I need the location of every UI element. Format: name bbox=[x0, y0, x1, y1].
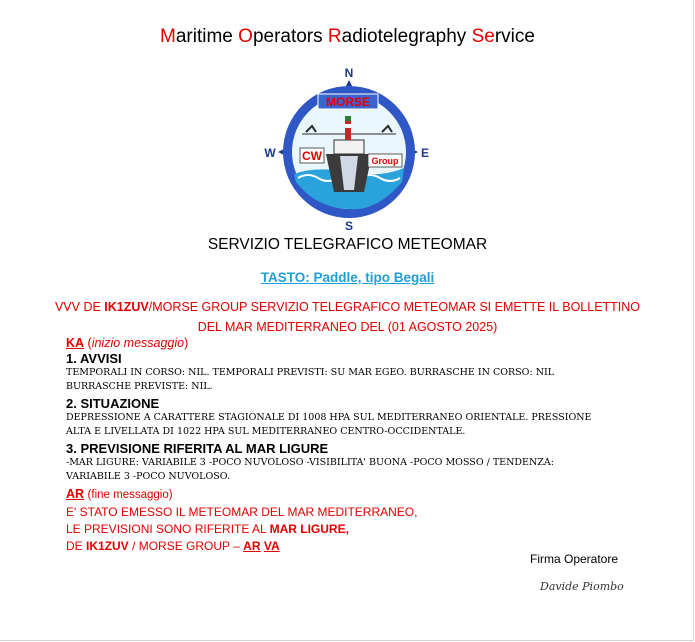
section-text: -MAR LIGURE: VARIABILE 3 -POCO NUVOLOSO -VISIBILITA' BUONA -POCO MOSSO / TENDENZA: VARIABILE 3 -POCO NUVOLOSO. bbox=[66, 457, 554, 482]
ar-note: fine messaggio bbox=[91, 489, 169, 501]
title-rest: aritime bbox=[175, 26, 239, 47]
title-rest: perators bbox=[252, 26, 328, 47]
closing-text bbox=[66, 504, 646, 555]
service-subtitle: SERVIZIO TELEGRAFICO METEOMAR bbox=[207, 236, 488, 253]
group-label: Group bbox=[371, 156, 399, 166]
signature: Davide Piombo bbox=[540, 580, 624, 593]
compass-n: N bbox=[344, 66, 354, 80]
ship-bridge bbox=[334, 140, 364, 154]
bulletin-body bbox=[66, 335, 646, 555]
va-code: VA bbox=[263, 539, 280, 553]
ka-note: inizio messaggio bbox=[91, 336, 185, 350]
section-heading: 3. PREVISIONE RIFERITA AL MAR LIGURE bbox=[66, 441, 329, 456]
ka-line: KA (inizio messaggio) bbox=[66, 336, 189, 350]
ka-code: KA bbox=[66, 336, 85, 350]
title-rest: adiotelegraphy bbox=[341, 26, 472, 47]
intro-line-1: VVV DE IK1ZUV/MORSE GROUP SERVIZIO TELEGRAFICO METEOMAR SI EMETTE IL BOLLETTINO bbox=[54, 300, 641, 314]
callsign: IK1ZUV bbox=[86, 539, 129, 553]
firma-label: Firma Operatore bbox=[530, 552, 619, 566]
title-rest: rvice bbox=[494, 26, 535, 47]
intro-text bbox=[0, 297, 695, 337]
ar-code: AR bbox=[66, 487, 85, 501]
closing-line-1: E' STATO EMESSO IL METEOMAR DEL MAR MEDITERRANEO, bbox=[66, 505, 418, 519]
compass-s: S bbox=[344, 219, 354, 233]
title-initial: R bbox=[327, 26, 342, 47]
morse-label: MORSE bbox=[325, 95, 371, 109]
closing-line-3: DE IK1ZUV / MORSE GROUP – AR VA bbox=[66, 539, 280, 553]
section-heading: 1. AVVISI bbox=[66, 351, 122, 366]
intro-line-2: DEL MAR MEDITERRANEO DEL (01 AGOSTO 2025) bbox=[197, 320, 498, 334]
title-initial: O bbox=[238, 26, 253, 47]
closing-line-2: LE PREVISIONI SONO RIFERITE AL MAR LIGURE, bbox=[66, 522, 349, 536]
title-initial: M bbox=[160, 26, 176, 47]
compass-w: W bbox=[264, 146, 276, 160]
page-title bbox=[0, 26, 695, 48]
section-text: TEMPORALI IN CORSO: NIL. TEMPORALI PREVISTI: SU MAR EGEO. BURRASCHE IN CORSO: NIL BURRASCHE PREVISTE: NIL. bbox=[66, 367, 555, 392]
ar-code: AR bbox=[243, 539, 261, 553]
cw-label: CW bbox=[302, 149, 322, 163]
section-heading: 2. SITUAZIONE bbox=[66, 396, 160, 411]
compass-e: E bbox=[420, 146, 430, 160]
ar-line: AR (fine messaggio) bbox=[66, 487, 173, 501]
morse-group-logo bbox=[256, 62, 436, 234]
callsign: IK1ZUV bbox=[104, 300, 149, 314]
tasto-line: TASTO: Paddle, tipo Begali bbox=[260, 270, 435, 285]
title-initial: Se bbox=[471, 26, 495, 47]
section-text: DEPRESSIONE A CARATTERE STAGIONALE DI 1008 HPA SUL MEDITERRANEO ORIENTALE. PRESSIONE ALTA E LIVELLATA DI 1022 HPA SUL MEDITERRANEO CENTRO-OCCIDENTALE. bbox=[66, 412, 592, 437]
